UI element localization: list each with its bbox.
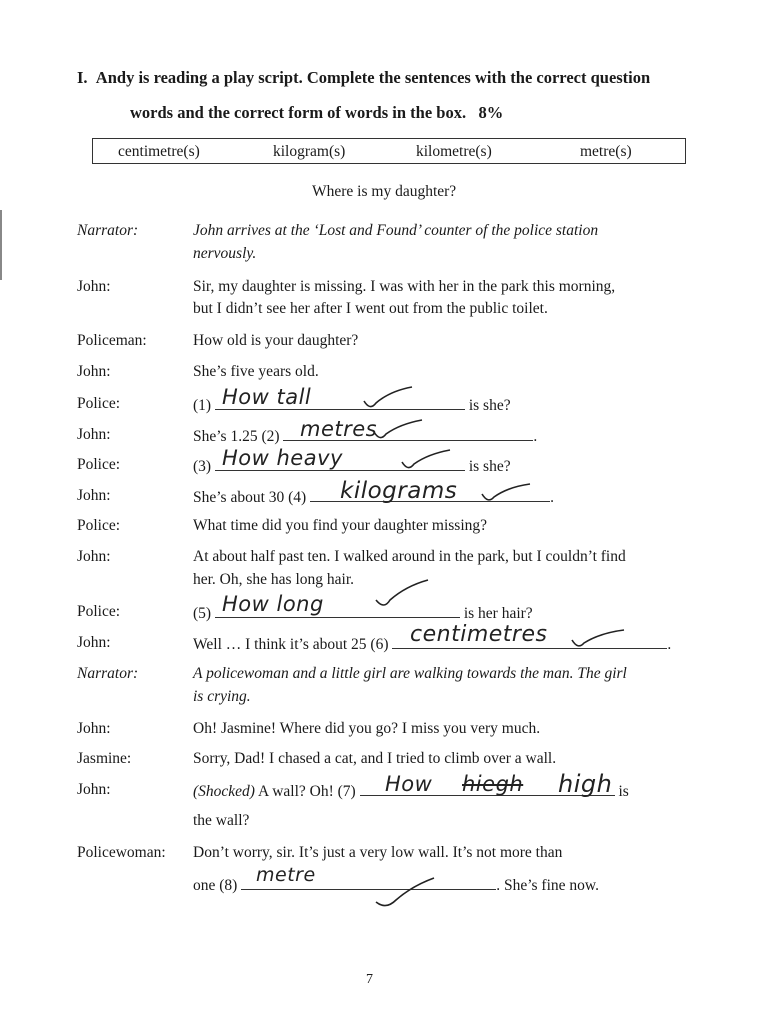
word-box-item: centimetre(s) bbox=[118, 143, 200, 160]
section-score: 8% bbox=[478, 103, 504, 122]
script-line: her. Oh, she has long hair. bbox=[193, 571, 355, 588]
speaker-label: John: bbox=[77, 781, 111, 798]
speaker-label: Police: bbox=[77, 603, 121, 620]
blank-number: (3) bbox=[193, 458, 212, 475]
handwritten-answer: How long bbox=[222, 592, 324, 616]
script-title: Where is my daughter? bbox=[312, 183, 457, 200]
blank-number: (5) bbox=[193, 605, 212, 622]
line-text: A wall? Oh! (7) bbox=[258, 783, 356, 800]
handwritten-answer: How heavy bbox=[222, 446, 343, 470]
speaker-label: John: bbox=[77, 426, 111, 443]
check-mark-icon bbox=[370, 418, 426, 444]
handwritten-correction: high bbox=[558, 770, 613, 798]
handwritten-answer: centimetres bbox=[410, 622, 548, 647]
section-heading-line2 bbox=[130, 103, 503, 123]
stage-direction: (Shocked) bbox=[193, 783, 255, 800]
script-line: Oh! Jasmine! Where did you go? I miss you very much. bbox=[193, 720, 541, 737]
script-line: Don’t worry, sir. It’s just a very low wall. It’s not more than bbox=[193, 844, 563, 861]
line-text: She’s 1.25 (2) bbox=[193, 428, 280, 445]
speaker-label: John: bbox=[77, 720, 111, 737]
crossed-out-answer: hiegh bbox=[462, 772, 524, 796]
handwritten-answer: metres bbox=[300, 417, 378, 441]
line-text: Well … I think it’s about 25 (6) bbox=[193, 636, 389, 653]
script-line: but I didn’t see her after I went out from the public toilet. bbox=[193, 300, 548, 317]
speaker-label: Narrator: bbox=[77, 222, 139, 239]
speaker-label: John: bbox=[77, 363, 111, 380]
section-instructions-1: Andy is reading a play script. Complete the sentences with the correct question bbox=[95, 68, 651, 87]
check-mark-icon bbox=[398, 448, 454, 474]
page-number: 7 bbox=[366, 972, 373, 987]
speaker-label: Jasmine: bbox=[77, 750, 132, 767]
script-line: John arrives at the ‘Lost and Found’ counter of the police station bbox=[193, 222, 599, 239]
line-text: She’s about 30 (4) bbox=[193, 489, 307, 506]
line-text: . bbox=[533, 428, 538, 445]
scan-edge-mark bbox=[0, 210, 2, 280]
word-box-item: metre(s) bbox=[580, 143, 632, 160]
check-mark-icon bbox=[372, 876, 438, 908]
handwritten-answer: metre bbox=[256, 864, 316, 886]
speaker-label: Narrator: bbox=[77, 665, 139, 682]
line-text: . bbox=[667, 636, 672, 653]
line-text: . She’s fine now. bbox=[496, 877, 599, 894]
check-mark-icon bbox=[478, 482, 534, 506]
speaker-label: John: bbox=[77, 634, 111, 651]
section-instructions-2: words and the correct form of words in the box. bbox=[130, 103, 467, 122]
speaker-label: Police: bbox=[77, 517, 121, 534]
handwritten-answer: How bbox=[385, 772, 433, 796]
speaker-label: Police: bbox=[77, 456, 121, 473]
script-line: is crying. bbox=[193, 688, 251, 705]
script-line: A policewoman and a little girl are walking towards the man. The girl bbox=[193, 665, 627, 682]
check-mark-icon bbox=[372, 578, 432, 612]
check-mark-icon bbox=[360, 385, 416, 413]
script-line: nervously. bbox=[193, 245, 257, 262]
speaker-label: John: bbox=[77, 487, 111, 504]
word-box-item: kilometre(s) bbox=[416, 143, 492, 160]
line-text: is she? bbox=[468, 458, 511, 475]
word-box bbox=[92, 138, 686, 164]
script-line: Sorry, Dad! I chased a cat, and I tried to climb over a wall. bbox=[193, 750, 557, 767]
script-line: Sir, my daughter is missing. I was with her in the park this morning, bbox=[193, 278, 616, 295]
script-line: She’s five years old. bbox=[193, 363, 319, 380]
section-heading-line1 bbox=[77, 68, 650, 88]
line-text: . bbox=[550, 489, 554, 506]
script-line: the wall? bbox=[193, 812, 250, 829]
line-text: is her hair? bbox=[463, 605, 533, 622]
handwritten-answer: How tall bbox=[222, 385, 312, 409]
script-line: How old is your daughter? bbox=[193, 332, 359, 349]
script-line: At about half past ten. I walked around in the park, but I couldn’t find bbox=[193, 548, 626, 565]
line-text: is bbox=[618, 783, 629, 800]
speaker-label: Policeman: bbox=[77, 332, 147, 349]
script-line: What time did you find your daughter missing? bbox=[193, 517, 488, 534]
word-box-item: kilogram(s) bbox=[273, 143, 346, 160]
line-text: is she? bbox=[468, 397, 511, 414]
speaker-label: John: bbox=[77, 548, 111, 565]
section-number: I. bbox=[77, 68, 88, 87]
check-mark-icon bbox=[568, 628, 628, 652]
speaker-label: Policewoman: bbox=[77, 844, 166, 861]
line-text: one (8) bbox=[193, 877, 238, 894]
speaker-label: John: bbox=[77, 278, 111, 295]
speaker-label: Police: bbox=[77, 395, 121, 412]
handwritten-answer: kilograms bbox=[340, 478, 458, 504]
blank-number: (1) bbox=[193, 397, 212, 414]
